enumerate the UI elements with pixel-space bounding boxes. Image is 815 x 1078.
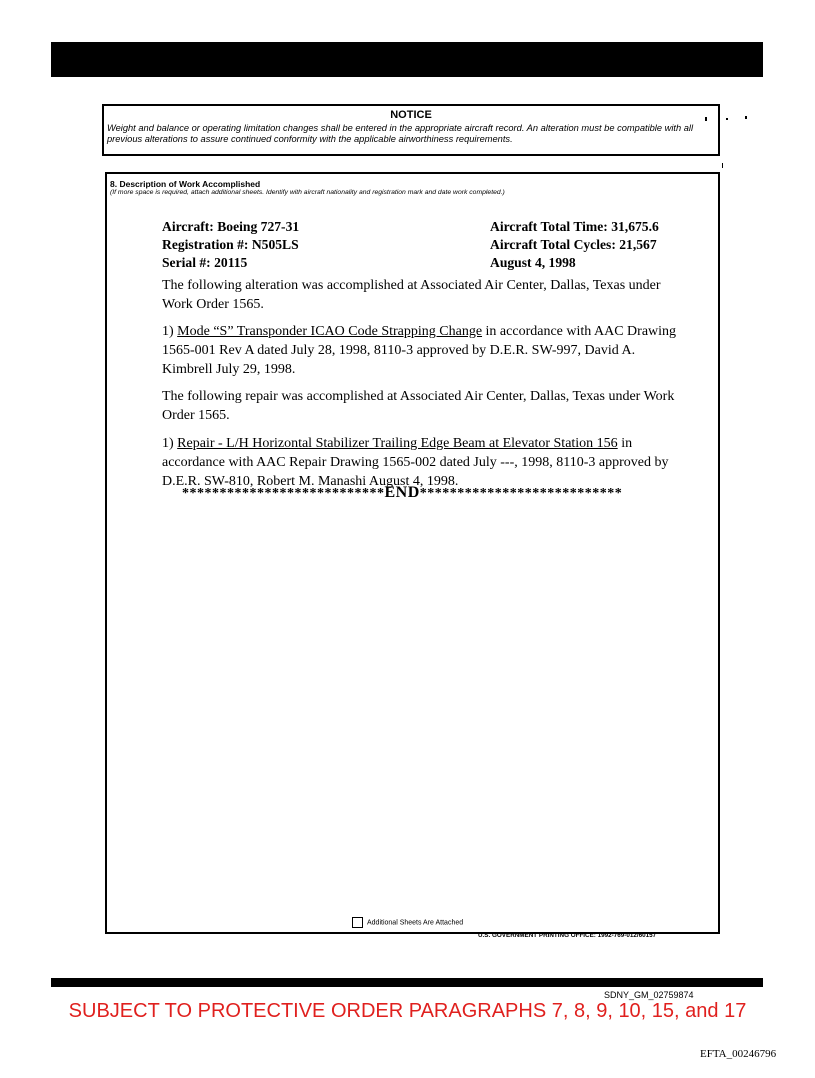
scan-mark [722, 163, 723, 168]
end-marker-left: *************************** [182, 486, 385, 501]
alteration-item-title: Mode “S” Transponder ICAO Code Strapping Change [177, 324, 483, 339]
work-description-box [105, 172, 720, 934]
aircraft-type: Aircraft: Boeing 727-31 [162, 219, 300, 234]
alteration-item-number: 1) [162, 324, 178, 339]
aircraft-info-left [162, 218, 299, 272]
section-label: 8. Description of Work Accomplished [110, 179, 261, 189]
additional-sheets-checkbox[interactable] [352, 917, 363, 928]
end-marker-right: *************************** [419, 486, 623, 501]
notice-text: Weight and balance or operating limitation changes shall be entered in the appropriate aircraft record. An alteration must be compatible with all previous alterations to assure continued conformity with the applicable airworthiness requirements. [107, 123, 694, 144]
notice-title: NOTICE [390, 109, 432, 121]
registration-number: Registration #: N505LS [162, 237, 299, 252]
redaction-bar-top [51, 42, 763, 77]
repair-item [162, 434, 687, 491]
bates-number: SDNY_GM_02759874 [604, 990, 694, 1000]
protective-order-stamp: SUBJECT TO PROTECTIVE ORDER PARAGRAPHS 7, 8, 9, 10, 15, and 17 [68, 1000, 747, 1022]
aircraft-total-cycles: Aircraft Total Cycles: 21,567 [490, 237, 657, 252]
alteration-intro: The following alteration was accomplished at Associated Air Center, Dallas, Texas under Work Order 1565. [162, 278, 661, 312]
efta-number: EFTA_00246796 [700, 1048, 777, 1060]
repair-item-body: in accordance with AAC Repair Drawing 1565-002 dated July ---, 1998, 8110-3 approved by D.E.R. SW-810, Robert M. Manashi August 4, 1998. [162, 436, 669, 489]
section-hint: (If more space is required, attach additional sheets. Identify with aircraft nationality and registration mark and date work completed.) [110, 189, 505, 196]
alteration-item [162, 322, 687, 379]
end-marker [182, 484, 622, 502]
scan-mark [705, 117, 707, 121]
scan-mark [745, 116, 747, 119]
repair-item-title: Repair - L/H Horizontal Stabilizer Trailing Edge Beam at Elevator Station 156 [177, 436, 618, 451]
end-marker-word: END [384, 484, 420, 501]
redaction-bar-bottom [51, 978, 763, 987]
alteration-item-body: in accordance with AAC Drawing 1565-001 Rev A dated July 28, 1998, 8110-3 approved by D.E.R. SW-997, David A. Kimbrell July 29, 1998. [162, 324, 677, 377]
additional-sheets-row [352, 917, 463, 929]
aircraft-total-time: Aircraft Total Time: 31,675.6 [490, 219, 659, 234]
serial-number: Serial #: 20115 [162, 255, 248, 270]
gpo-imprint: U.S. GOVERNMENT PRINTING OFFICE: 1992-769-012/60157 [478, 932, 657, 939]
repair-item-number: 1) [162, 436, 178, 451]
repair-intro: The following repair was accomplished at Associated Air Center, Dallas, Texas under Work Order 1565. [162, 389, 675, 423]
additional-sheets-label: Additional Sheets Are Attached [367, 919, 464, 927]
scan-mark [726, 118, 728, 120]
notice-box [102, 104, 720, 156]
aircraft-info-right [490, 218, 659, 272]
work-date: August 4, 1998 [490, 255, 576, 270]
